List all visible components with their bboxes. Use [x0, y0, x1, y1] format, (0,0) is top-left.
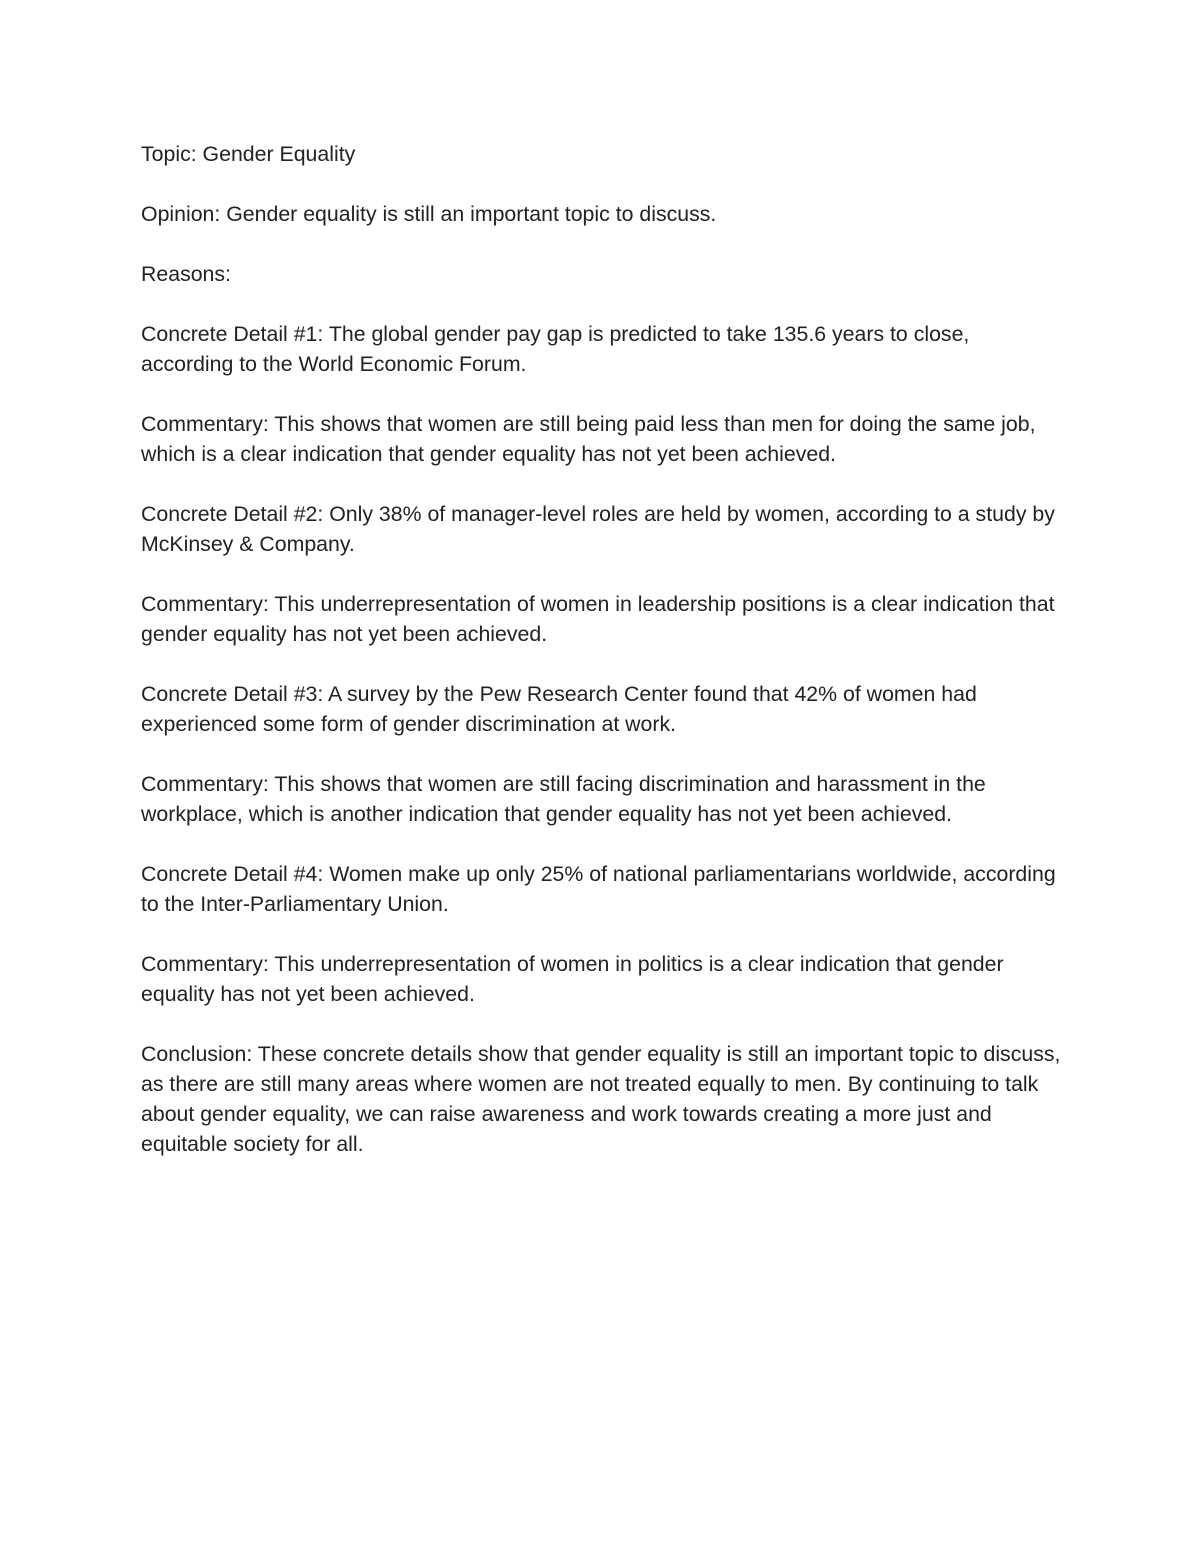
concrete-detail-2: Concrete Detail #2: Only 38% of manager-level roles are held by women, according to a study by McKinsey & Company.	[141, 502, 1055, 556]
concrete-detail-1: Concrete Detail #1: The global gender pay gap is predicted to take 135.6 years to close, according to the World Economic Forum.	[141, 322, 970, 376]
concrete-detail-3: Concrete Detail #3: A survey by the Pew Research Center found that 42% of women had experienced some form of gender discrimination at work.	[141, 682, 977, 736]
commentary-4: Commentary: This underrepresentation of women in politics is a clear indication that gender equality has not yet been achieved.	[141, 952, 1004, 1006]
topic-line: Topic: Gender Equality	[141, 142, 356, 166]
document-body	[141, 139, 1066, 1159]
opinion-line: Opinion: Gender equality is still an important topic to discuss.	[141, 202, 717, 226]
reasons-heading: Reasons:	[141, 262, 231, 286]
commentary-1: Commentary: This shows that women are still being paid less than men for doing the same job, which is a clear indication that gender equality has not yet been achieved.	[141, 412, 1036, 466]
conclusion-paragraph: Conclusion: These concrete details show that gender equality is still an important topic to discuss, as there are still many areas where women are not treated equally to men. By continuing to talk about gender equality, we can raise awareness and work towards creating a more just and equitable society for all.	[141, 1042, 1061, 1156]
concrete-detail-4: Concrete Detail #4: Women make up only 25% of national parliamentarians worldwide, according to the Inter-Parliamentary Union.	[141, 862, 1056, 916]
commentary-3: Commentary: This shows that women are still facing discrimination and harassment in the workplace, which is another indication that gender equality has not yet been achieved.	[141, 772, 986, 826]
commentary-2: Commentary: This underrepresentation of women in leadership positions is a clear indication that gender equality has not yet been achieved.	[141, 592, 1055, 646]
